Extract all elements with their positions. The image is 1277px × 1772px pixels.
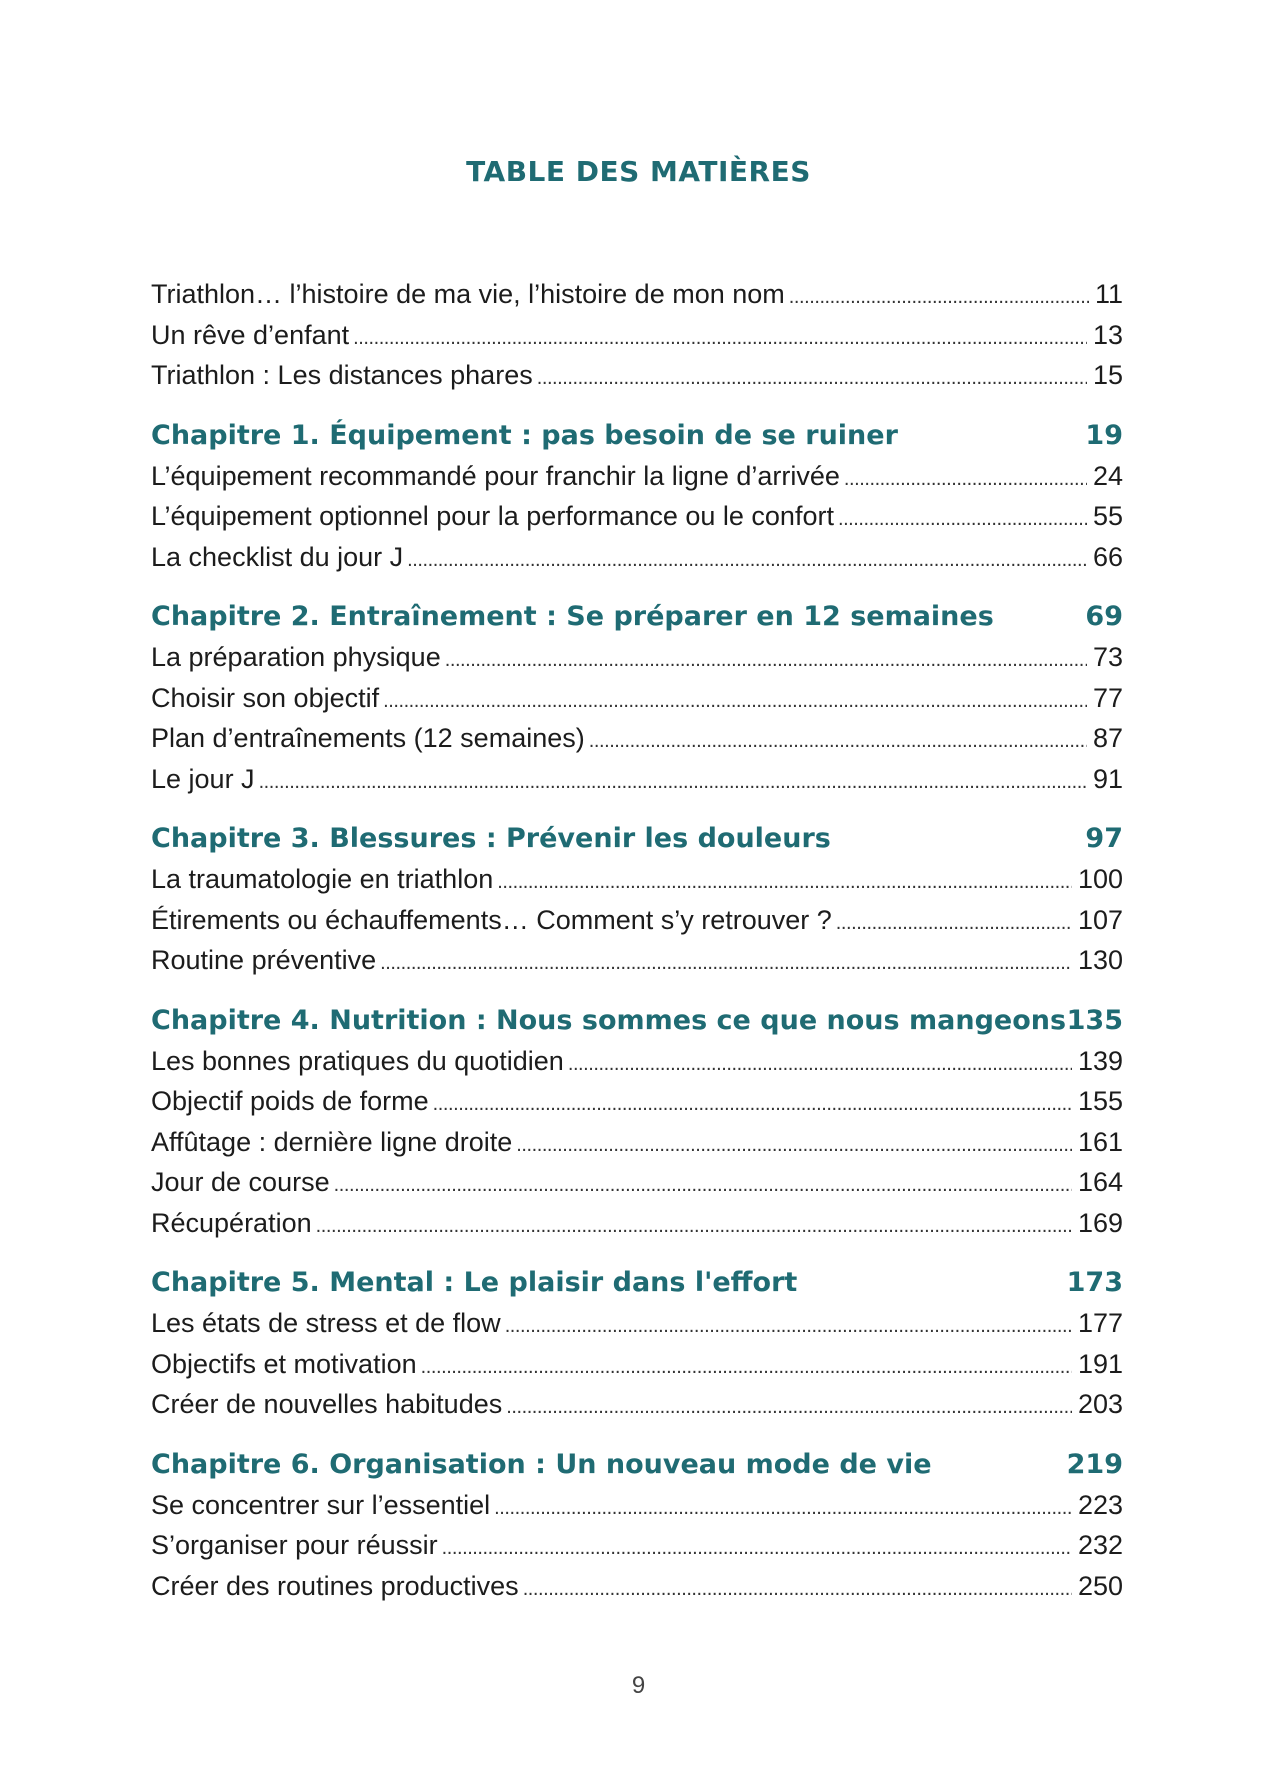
toc-entry <box>151 1041 1123 1082</box>
chapter-page: 173 <box>1066 1267 1123 1298</box>
toc-entry-page: 73 <box>1092 642 1123 672</box>
dot-leader <box>838 496 1087 540</box>
toc-entry-label: Choisir son objectif <box>151 682 380 713</box>
dot-leader <box>353 315 1087 359</box>
page-title: TABLE DES MATIÈRES <box>466 155 811 188</box>
toc-entry-page: 13 <box>1092 319 1123 350</box>
dot-leader <box>445 637 1087 681</box>
toc-entry-label: L’équipement recommandé pour franchir la ligne d’arrivée <box>151 460 840 491</box>
chapter-title: Chapitre 3. Blessures : Prévenir les douleurs <box>151 823 831 854</box>
toc-entry-label: Jour de course <box>151 1167 330 1197</box>
toc-entry <box>151 537 1123 578</box>
toc-entry-label: Triathlon… l’histoire de ma vie, l’histoire de mon nom <box>151 279 785 309</box>
toc-entry-page: 203 <box>1077 1389 1123 1419</box>
toc-entry-label: Un rêve d’enfant <box>151 319 350 350</box>
toc-entry-label: La traumatologie en triathlon <box>151 864 494 894</box>
toc-entry-label: Créer des routines productives <box>151 1570 519 1601</box>
chapter-heading <box>151 1444 1123 1485</box>
toc-entry-page: 11 <box>1094 279 1123 309</box>
toc-entry-label: L’équipement optionnel pour la performance ou le confort <box>151 501 834 531</box>
dot-leader <box>259 759 1087 803</box>
dot-leader <box>316 1203 1072 1247</box>
toc-entry-page: 177 <box>1077 1308 1123 1338</box>
toc-entry-label: Les bonnes pratiques du quotidien <box>151 1045 564 1076</box>
toc-entry <box>151 637 1123 678</box>
toc-entry-page: 66 <box>1092 541 1123 572</box>
toc-entry-label: Triathlon : Les distances phares <box>151 360 533 390</box>
dot-leader <box>505 1303 1072 1347</box>
dot-leader <box>506 1384 1072 1428</box>
toc-entry-page: 161 <box>1077 1126 1123 1157</box>
chapter-page: 97 <box>1085 823 1123 854</box>
chapter-heading <box>151 1262 1123 1303</box>
dot-leader <box>334 1162 1072 1206</box>
dot-leader <box>836 900 1072 944</box>
toc-entry-page: 107 <box>1077 904 1123 935</box>
toc-entry <box>151 900 1123 941</box>
toc-entry <box>151 1081 1123 1122</box>
chapter-page: 19 <box>1085 419 1123 451</box>
toc-entry-page: 55 <box>1092 501 1123 531</box>
toc-entry-page: 169 <box>1077 1207 1123 1238</box>
toc-entry-page: 139 <box>1077 1045 1123 1076</box>
toc-entry-page: 250 <box>1077 1570 1123 1601</box>
chapter-title: Chapitre 2. Entraînement : Se préparer en 12 semaines <box>151 601 994 632</box>
toc-entry <box>151 940 1123 981</box>
dot-leader <box>789 274 1089 318</box>
toc-entry <box>151 1566 1123 1607</box>
page-number: 9 <box>631 1672 646 1699</box>
chapter-page: 219 <box>1066 1448 1123 1480</box>
dot-leader <box>433 1081 1072 1125</box>
dot-leader <box>523 1566 1072 1610</box>
toc-entry <box>151 1485 1123 1526</box>
toc-entry-label: Routine préventive <box>151 945 377 975</box>
chapter-heading <box>151 596 1123 637</box>
dot-leader <box>380 940 1072 984</box>
toc-entry-label: Plan d’entraînements (12 semaines) <box>151 723 585 753</box>
toc-entry-page: 24 <box>1092 460 1123 491</box>
toc-entry <box>151 456 1123 497</box>
toc-entry-label: Affûtage : dernière ligne droite <box>151 1126 513 1157</box>
chapter-page: 135 <box>1066 1004 1123 1036</box>
toc-entry-page: 164 <box>1077 1167 1123 1197</box>
toc-entry-page: 77 <box>1092 682 1123 713</box>
toc-entry <box>151 1344 1123 1385</box>
toc-entry <box>151 759 1123 800</box>
toc-entry-label: La préparation physique <box>151 642 441 672</box>
toc-entry <box>151 1203 1123 1244</box>
dot-leader <box>568 1041 1072 1085</box>
toc-entry-label: Se concentrer sur l’essentiel <box>151 1489 491 1520</box>
dot-leader <box>494 1485 1072 1529</box>
chapter-title: Chapitre 1. Équipement : pas besoin de se ruiner <box>151 419 898 451</box>
toc-entry-page: 130 <box>1077 945 1123 975</box>
toc-entry <box>151 496 1123 537</box>
toc-entry-label: Récupération <box>151 1207 312 1238</box>
toc-entry-label: Étirements ou échauffements… Comment s’y retrouver ? <box>151 904 832 935</box>
toc-entry-page: 91 <box>1092 763 1123 794</box>
toc-entry <box>151 1525 1123 1566</box>
toc-entry <box>151 718 1123 759</box>
toc-entry-label: Objectif poids de forme <box>151 1086 429 1116</box>
chapter-title: Chapitre 6. Organisation : Un nouveau mode de vie <box>151 1448 932 1480</box>
toc-entry <box>151 859 1123 900</box>
chapter-title: Chapitre 4. Nutrition : Nous sommes ce que nous mangeons <box>151 1004 1067 1036</box>
dot-leader <box>589 718 1087 762</box>
chapter-title: Chapitre 5. Mental : Le plaisir dans l'effort <box>151 1267 798 1298</box>
dot-leader <box>537 355 1087 399</box>
toc-entry-page: 232 <box>1077 1530 1123 1560</box>
toc-entry <box>151 1384 1123 1425</box>
toc-entry-page: 15 <box>1092 360 1123 390</box>
toc-entry-page: 223 <box>1077 1489 1123 1520</box>
chapter-page: 69 <box>1085 601 1123 632</box>
dot-leader <box>442 1525 1072 1569</box>
table-of-contents <box>151 274 1123 1606</box>
toc-entry-label: Objectifs et motivation <box>151 1348 417 1379</box>
toc-entry <box>151 355 1123 396</box>
toc-entry-label: S’organiser pour réussir <box>151 1530 438 1560</box>
dot-leader <box>383 678 1087 722</box>
chapter-heading <box>151 415 1123 456</box>
dot-leader <box>407 537 1087 581</box>
toc-entry <box>151 1122 1123 1163</box>
dot-leader <box>516 1122 1072 1166</box>
toc-entry-label: La checklist du jour J <box>151 541 404 572</box>
toc-entry <box>151 678 1123 719</box>
dot-leader <box>844 456 1087 500</box>
toc-entry-page: 191 <box>1077 1348 1123 1379</box>
chapter-heading <box>151 1000 1123 1041</box>
toc-entry <box>151 1303 1123 1344</box>
toc-entry <box>151 1162 1123 1203</box>
dot-leader <box>497 859 1072 903</box>
toc-entry <box>151 274 1123 315</box>
chapter-heading <box>151 818 1123 859</box>
dot-leader <box>421 1344 1072 1388</box>
toc-entry-page: 100 <box>1077 864 1123 894</box>
toc-entry-page: 87 <box>1092 723 1123 753</box>
toc-entry <box>151 315 1123 356</box>
toc-entry-page: 155 <box>1077 1086 1123 1116</box>
toc-entry-label: Le jour J <box>151 763 255 794</box>
toc-entry-label: Créer de nouvelles habitudes <box>151 1389 503 1419</box>
toc-entry-label: Les états de stress et de flow <box>151 1308 501 1338</box>
